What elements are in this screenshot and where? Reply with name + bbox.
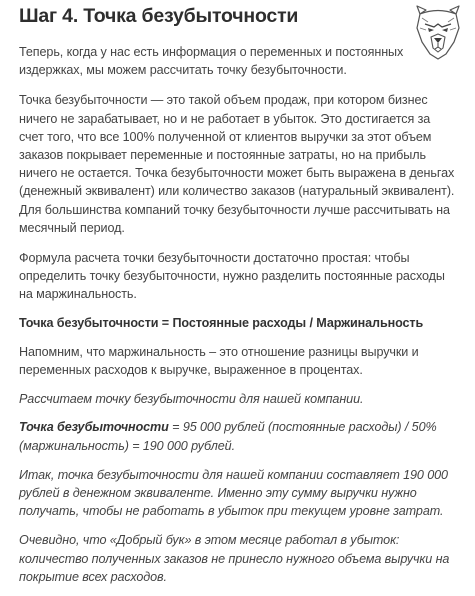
paragraph-calc-intro: Рассчитаем точку безубыточности для нашей компании. — [19, 392, 364, 407]
calculation-label: Точка безубыточности — [19, 420, 169, 435]
paragraph-formula-intro: Формула расчета точки безубыточности достаточно простая: чтобы определить точку безубыточности, нужно разделить постоянные расходы на маржинальность. — [19, 251, 445, 302]
page-title: Шаг 4. Точка безубыточности — [19, 5, 299, 27]
formula-line: Точка безубыточности = Постоянные расходы / Маржинальность — [19, 315, 424, 330]
paragraph-definition: Точка безубыточности — это такой объем продаж, при котором бизнес ничего не зарабатывает, но и не работает в убыток. Это достигается за счет того, что все 100% полученной от клиентов выручки за этот объем заказов покрывает переменные и постоянные затраты, но на прибыль ничего не остается. Точка безубыточности может быть выражена в деньгах (денежный эквивалент) или количество заказов (натуральный эквивалент). Для большинства компаний точку безубыточности лучше рассчитывать на месячный период. — [19, 93, 455, 235]
paragraph-result: Итак, точка безубыточности для нашей компании составляет 190 000 рублей в денежном эквиваленте. Именно эту сумму выручки нужно получать, чтобы не работать в убыток при текущем уровне затрат. — [19, 467, 448, 519]
bear-head-icon — [414, 4, 462, 62]
paragraph-intro: Теперь, когда у нас есть информация о переменных и постоянных издержках, мы можем рассчитать точку безубыточности. — [19, 45, 404, 78]
calculation-expression: = 95 000 рублей (постоянные расходы) / 50% (маржинальность) = 190 000 рублей. — [19, 420, 437, 453]
paragraph-conclusion: Очевидно, что «Добрый бук» в этом месяце работал в убыток: количество полученных заказов не принесло нужного объема выручки на покрытие всех расходов. — [19, 533, 450, 584]
calculation-line — [19, 418, 457, 454]
paragraph-margin-reminder: Напомним, что маржинальность – это отношение разницы выручки и переменных расходов к выручке, выраженное в процентах. — [19, 344, 419, 378]
